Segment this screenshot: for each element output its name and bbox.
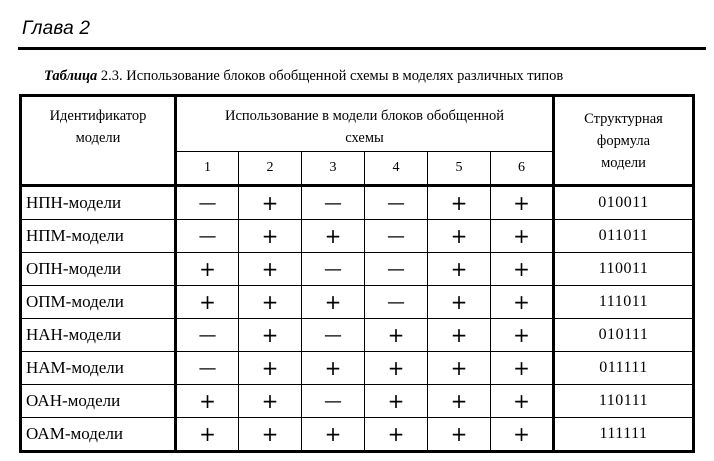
- usage-mark: +: [365, 418, 428, 452]
- usage-mark: +: [491, 385, 554, 418]
- usage-mark: +: [491, 319, 554, 352]
- usage-mark: +: [239, 253, 302, 286]
- structural-formula: 111111: [554, 418, 694, 452]
- model-label: ОАМ-модели: [21, 418, 176, 452]
- usage-mark: +: [302, 220, 365, 253]
- usage-mark: +: [176, 418, 239, 452]
- usage-mark: —: [176, 186, 239, 220]
- block-number: 6: [491, 152, 554, 186]
- usage-mark: +: [239, 418, 302, 452]
- model-label: ОПН-модели: [21, 253, 176, 286]
- usage-mark: +: [176, 385, 239, 418]
- block-number: 4: [365, 152, 428, 186]
- usage-mark: +: [365, 352, 428, 385]
- caption-lead: Таблица: [44, 68, 98, 84]
- model-label: НПМ-модели: [21, 220, 176, 253]
- usage-mark: +: [239, 220, 302, 253]
- block-number: 1: [176, 152, 239, 186]
- block-number: 2: [239, 152, 302, 186]
- structural-formula: 010011: [554, 186, 694, 220]
- usage-mark: —: [176, 319, 239, 352]
- caption-text: 2.3. Использование блоков обобщенной схемы в моделях различных типов: [97, 68, 564, 84]
- usage-mark: +: [428, 186, 491, 220]
- usage-mark: +: [428, 418, 491, 452]
- model-label: ОПМ-модели: [21, 286, 176, 319]
- usage-mark: +: [491, 286, 554, 319]
- usage-mark: —: [365, 253, 428, 286]
- chapter-rule: [18, 47, 706, 50]
- usage-mark: —: [176, 220, 239, 253]
- usage-mark: +: [239, 186, 302, 220]
- usage-mark: +: [491, 186, 554, 220]
- usage-mark: +: [491, 352, 554, 385]
- usage-mark: +: [239, 385, 302, 418]
- usage-mark: +: [239, 352, 302, 385]
- usage-mark: +: [302, 286, 365, 319]
- usage-mark: —: [302, 385, 365, 418]
- model-label: НПН-модели: [21, 186, 176, 220]
- table-caption: [44, 68, 704, 85]
- usage-mark: +: [176, 286, 239, 319]
- usage-mark: +: [491, 418, 554, 452]
- usage-mark: +: [428, 253, 491, 286]
- table-row: [21, 352, 694, 385]
- table-row: [21, 385, 694, 418]
- table-row: [21, 220, 694, 253]
- structural-formula: 010111: [554, 319, 694, 352]
- table-row: [21, 253, 694, 286]
- structural-formula: 011011: [554, 220, 694, 253]
- chapter-heading: Глава 2: [22, 18, 91, 39]
- model-label: ОАН-модели: [21, 385, 176, 418]
- table-row: [21, 186, 694, 220]
- usage-mark: —: [302, 253, 365, 286]
- header-model-id: Идентификатор модели: [21, 96, 176, 186]
- table-row: [21, 418, 694, 452]
- model-label: НАМ-модели: [21, 352, 176, 385]
- usage-mark: +: [365, 319, 428, 352]
- usage-mark: —: [365, 286, 428, 319]
- model-label: НАН-модели: [21, 319, 176, 352]
- header-block-usage: Использование в модели блоков обобщенной схемы: [176, 96, 554, 152]
- usage-mark: +: [491, 220, 554, 253]
- usage-mark: +: [491, 253, 554, 286]
- usage-mark: +: [239, 319, 302, 352]
- table-row: [21, 319, 694, 352]
- usage-mark: +: [239, 286, 302, 319]
- usage-mark: +: [302, 352, 365, 385]
- usage-mark: +: [428, 385, 491, 418]
- usage-mark: —: [302, 319, 365, 352]
- table-row: [21, 286, 694, 319]
- structural-formula: 011111: [554, 352, 694, 385]
- header-structural-formula: Структурная формула модели: [554, 96, 694, 186]
- model-usage-table: [19, 94, 695, 453]
- usage-mark: +: [176, 253, 239, 286]
- block-number: 5: [428, 152, 491, 186]
- usage-mark: —: [365, 220, 428, 253]
- usage-mark: +: [428, 220, 491, 253]
- usage-mark: +: [428, 319, 491, 352]
- structural-formula: 110111: [554, 385, 694, 418]
- usage-mark: +: [428, 286, 491, 319]
- usage-mark: —: [365, 186, 428, 220]
- usage-mark: —: [302, 186, 365, 220]
- structural-formula: 111011: [554, 286, 694, 319]
- structural-formula: 110011: [554, 253, 694, 286]
- usage-mark: +: [365, 385, 428, 418]
- usage-mark: +: [302, 418, 365, 452]
- block-number: 3: [302, 152, 365, 186]
- usage-mark: —: [176, 352, 239, 385]
- usage-mark: +: [428, 352, 491, 385]
